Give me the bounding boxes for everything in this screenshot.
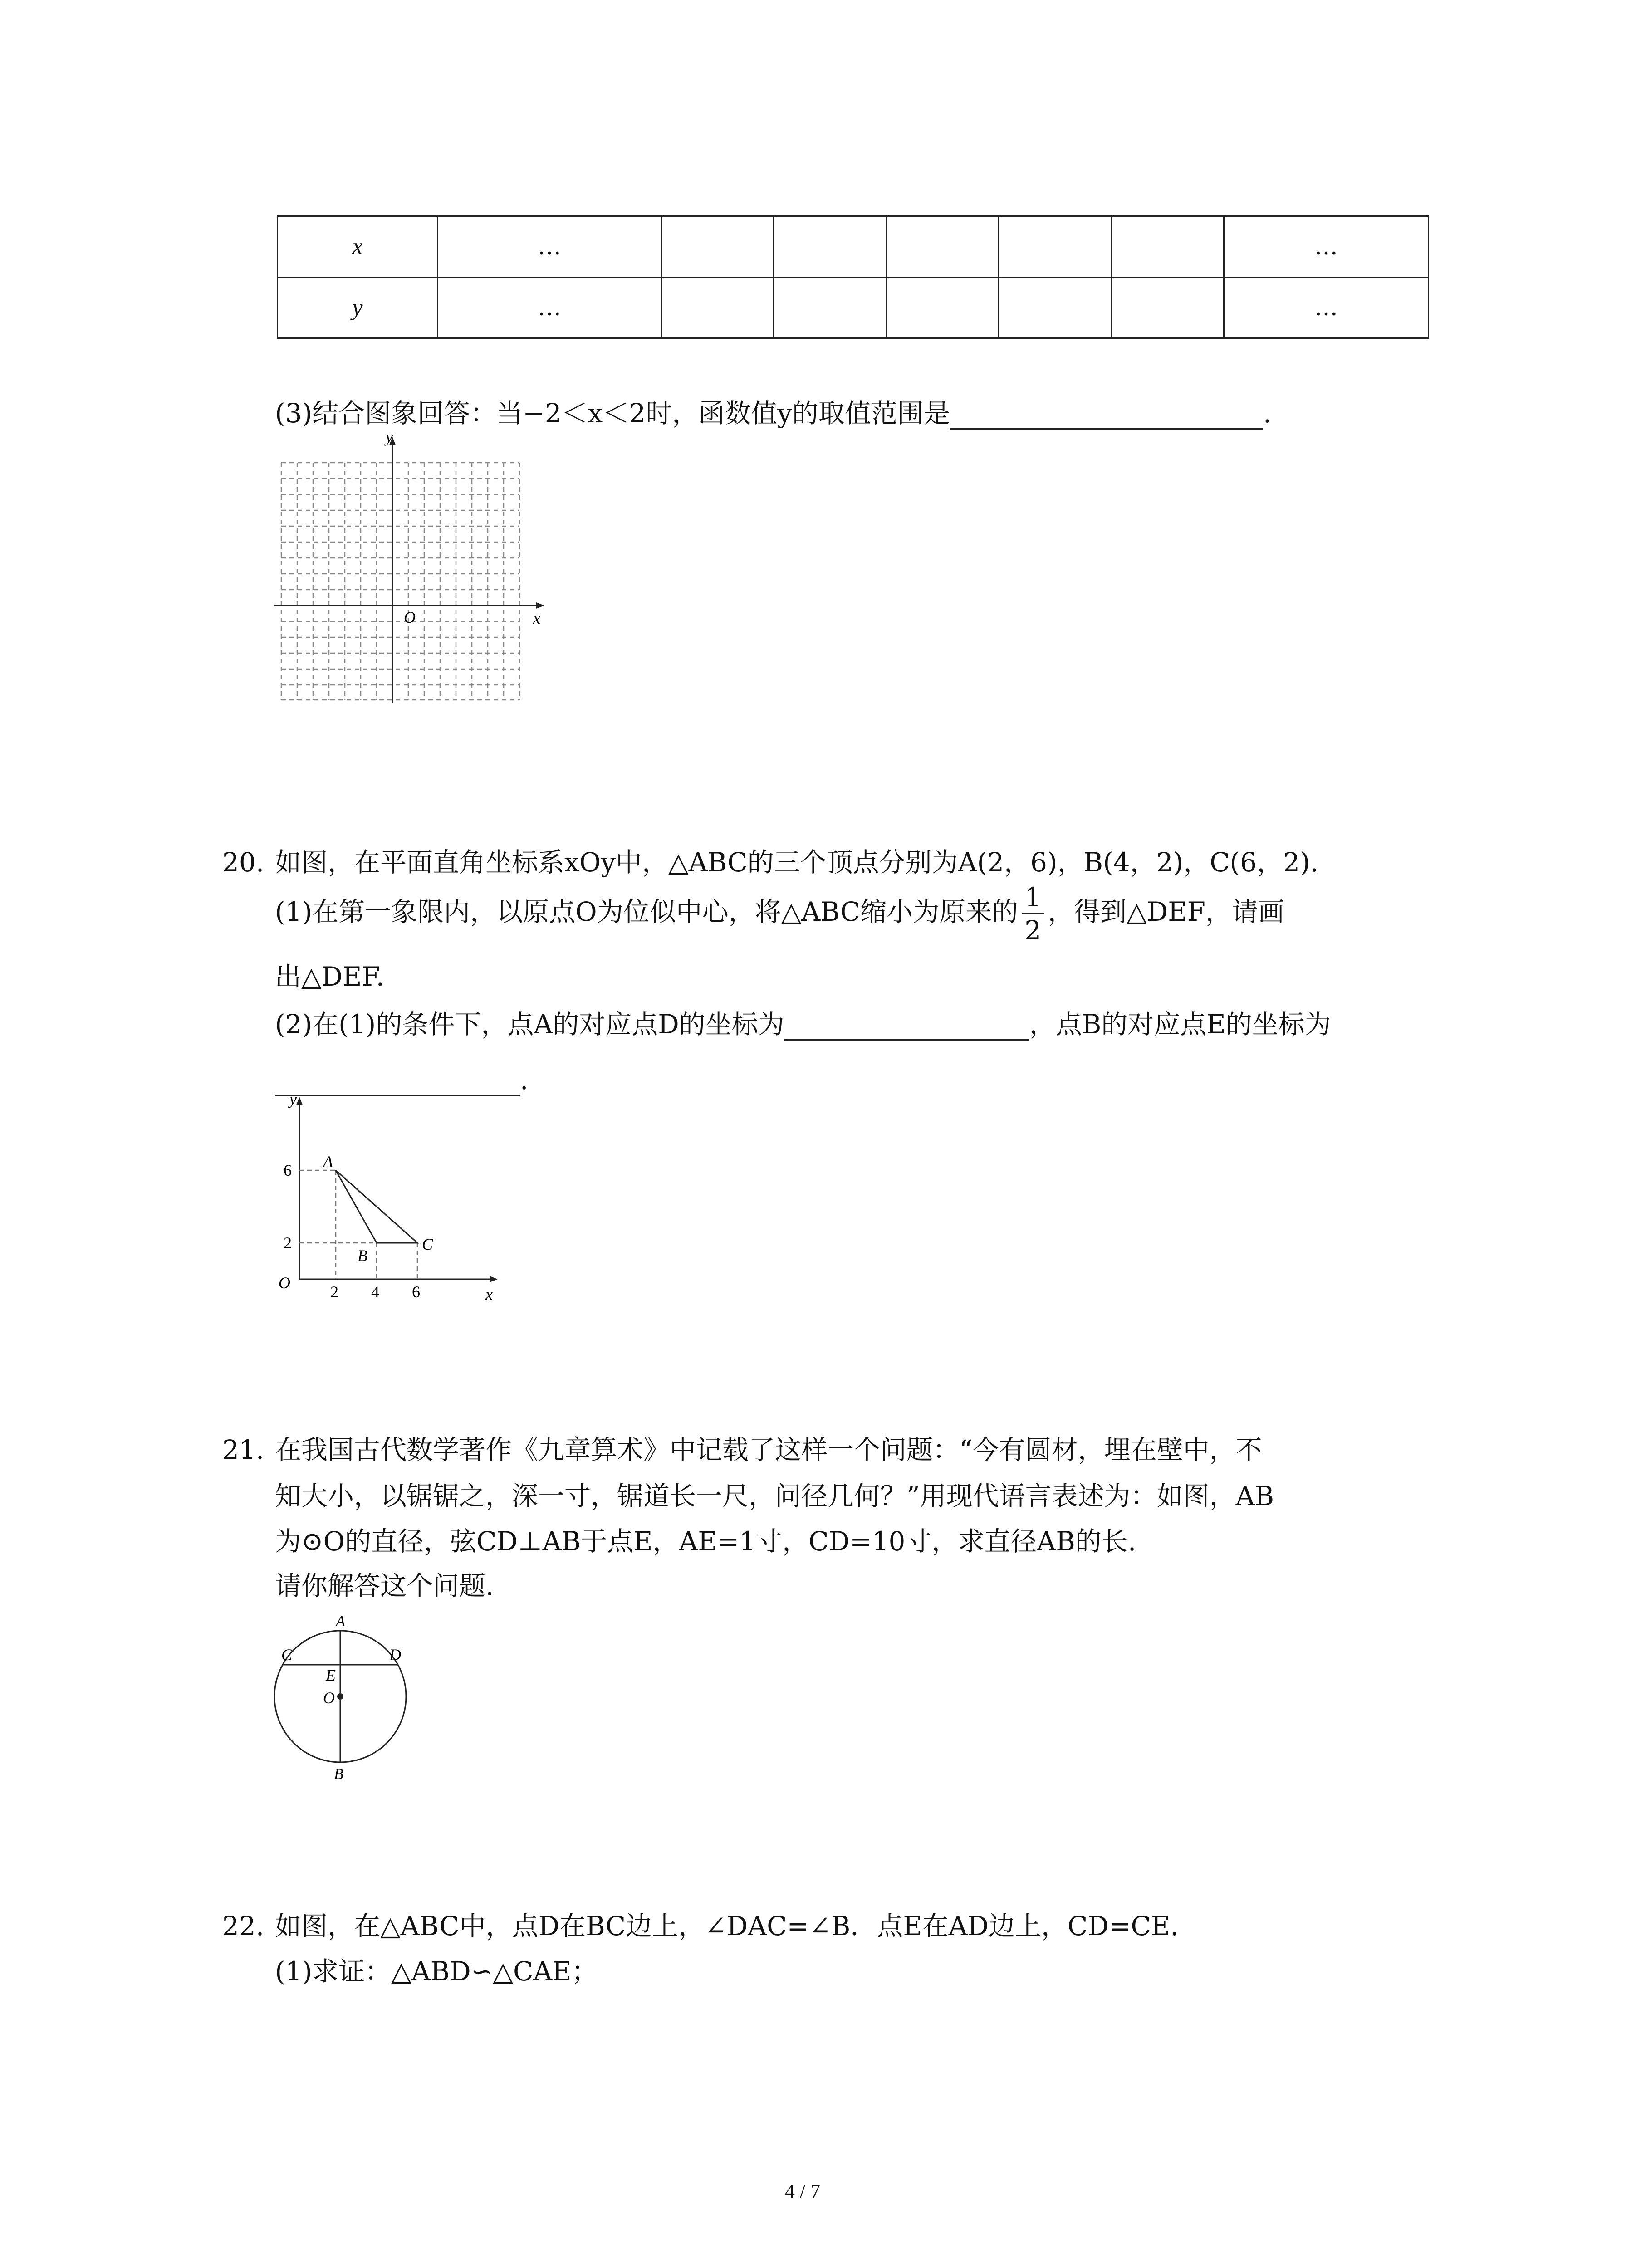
- empty-cell: [1112, 277, 1224, 338]
- empty-cell: [887, 277, 999, 338]
- table-row: [278, 277, 1429, 338]
- point-a-label: A: [323, 1153, 333, 1171]
- x-axis-arrow: [490, 1276, 498, 1282]
- value-table: [277, 215, 1429, 339]
- q21-number: 21.: [222, 1434, 265, 1465]
- point-b-label: B: [358, 1246, 367, 1265]
- point-c-label: C: [281, 1646, 293, 1664]
- fraction-one-half: [1022, 882, 1044, 946]
- fraction-numerator: 1: [1022, 884, 1044, 914]
- point-d-label: D: [389, 1646, 401, 1664]
- origin-label: O: [279, 1274, 290, 1292]
- q19-part3-text: (3)结合图象回答：当−2＜x＜2时，函数值y的取值范围是: [275, 398, 950, 429]
- answer-blank-e[interactable]: [275, 1070, 520, 1096]
- empty-cell: [774, 277, 887, 338]
- y-axis-label: y: [289, 1093, 297, 1108]
- empty-cell: [999, 277, 1112, 338]
- fraction-denominator: 2: [1024, 915, 1042, 946]
- answer-blank-d[interactable]: [784, 1014, 1029, 1041]
- q22-number: 22.: [222, 1911, 265, 1941]
- answer-blank[interactable]: [950, 403, 1263, 430]
- y-tick-2: 2: [284, 1234, 292, 1252]
- point-a-label: A: [336, 1613, 345, 1630]
- q20-line1: 如图，在平面直角坐标系xOy中，△ABC的三个顶点分别为A(2，6)，B(4，2)，C(6，2).: [275, 847, 1319, 878]
- coordinate-grid-figure: [272, 429, 554, 710]
- x-axis-label: x: [485, 1285, 493, 1303]
- q21-line4: 请你解答这个问题.: [275, 1570, 494, 1601]
- triangle-abc-figure: [272, 1093, 508, 1306]
- q20-line2-b: ，得到△DEF，请画: [1048, 896, 1284, 927]
- ellipsis-cell: …: [1224, 277, 1429, 338]
- q20-line4: [275, 1008, 1331, 1041]
- q22-line1: 如图，在△ABC中，点D在BC边上，∠DAC=∠B．点E在AD边上，CD=CE.: [275, 1911, 1179, 1941]
- empty-cell: [1112, 216, 1224, 278]
- empty-cell: [774, 216, 887, 278]
- empty-cell: [661, 277, 774, 338]
- table-row: [278, 216, 1429, 278]
- ellipsis-cell: …: [1224, 216, 1429, 278]
- y-tick-6: 6: [284, 1161, 292, 1179]
- q20-line2-a: (1)在第一象限内，以原点O为位似中心，将△ABC缩小为原来的: [275, 896, 1019, 927]
- q20-line3: 出△DEF.: [275, 961, 385, 992]
- q21-line3: 为⊙O的直径，弦CD⊥AB于点E，AE=1寸，CD=10寸，求直径AB的长.: [275, 1526, 1136, 1557]
- point-o-label: O: [323, 1689, 335, 1707]
- y-axis-arrow: [296, 1097, 303, 1105]
- ellipsis-cell: …: [438, 277, 661, 338]
- point-b-label: B: [334, 1766, 343, 1783]
- x-tick-6: 6: [412, 1283, 420, 1301]
- empty-cell: [887, 216, 999, 278]
- empty-cell: [661, 216, 774, 278]
- row-label-y: y: [278, 277, 438, 338]
- q20-line4-a: (2)在(1)的条件下，点A的对应点D的坐标为: [275, 1009, 784, 1040]
- ellipsis-cell: …: [438, 216, 661, 278]
- origin-label: O: [404, 608, 416, 626]
- q21-line2: 知大小，以锯锯之，深一寸，锯道长一尺，问径几何？”用现代语言表述为：如图，AB: [275, 1481, 1274, 1511]
- circle-figure: [272, 1606, 417, 1783]
- triangle-abc: [336, 1170, 417, 1243]
- q22-line2: (1)求证：△ABD∽△CAE；: [275, 1956, 598, 1987]
- point-c-label: C: [422, 1235, 433, 1253]
- x-axis-label: x: [533, 609, 540, 627]
- center-point: [337, 1693, 343, 1700]
- q20-number: 20.: [222, 847, 265, 878]
- x-axis-arrow: [536, 602, 544, 609]
- x-tick-2: 2: [330, 1283, 338, 1301]
- x-tick-4: 4: [371, 1283, 379, 1301]
- empty-cell: [999, 216, 1112, 278]
- grid-lines: [281, 463, 519, 700]
- row-label-x: x: [278, 216, 438, 278]
- point-e-label: E: [326, 1666, 336, 1684]
- q21-line1: 在我国古代数学著作《九章算术》中记载了这样一个问题：“今有圆材，埋在壁中，不: [275, 1434, 1262, 1465]
- q19-part3-end: .: [1263, 398, 1272, 429]
- q20-line5-end: .: [520, 1065, 529, 1095]
- q19-part3: [275, 397, 1271, 430]
- q20-line5: [275, 1064, 528, 1096]
- q20-line2: [275, 875, 1284, 948]
- q20-line4-b: ，点B的对应点E的坐标为: [1029, 1009, 1331, 1040]
- y-axis-label: y: [386, 429, 393, 446]
- page-number: 4 / 7: [785, 2180, 821, 2202]
